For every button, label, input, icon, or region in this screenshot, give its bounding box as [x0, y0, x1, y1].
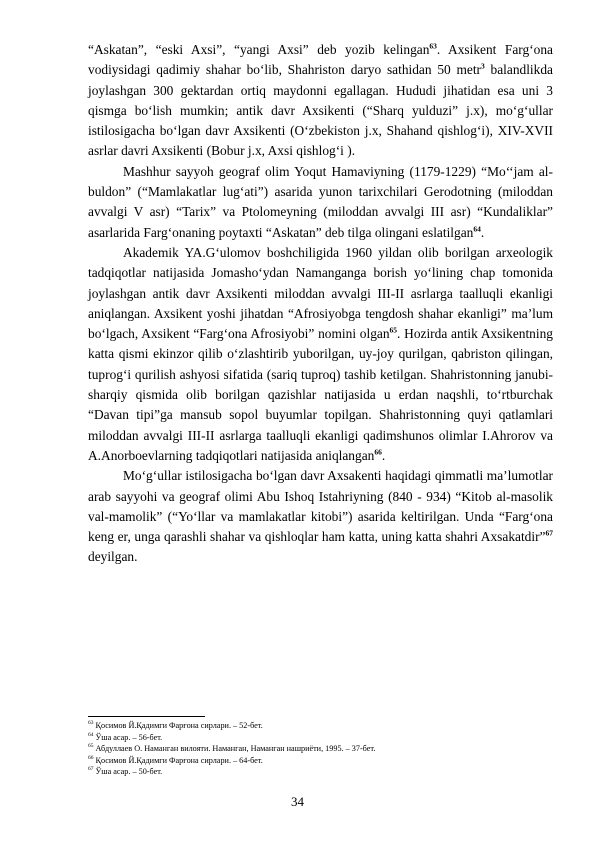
footnote-text: Қосимов Й.Қадимги Фарғона сирлари. – 64-бет. [95, 755, 263, 765]
paragraph [88, 40, 553, 162]
footnote [88, 743, 553, 755]
footnote-reference: 63 [429, 41, 437, 51]
paragraph-text: balandlikda joylashgan 300 gektardan ortiq maydonni egallagan. Hududi jihatidan esa uni 3 qismga bo‘lish mumkin; antik davr Axsikenti (“Sharq yulduzi” j.x), mo‘g‘ullar istilosigacha bo‘lgan davr Axsikenti (O‘zbekiston j.x, Shahand qishlog‘i), XIV-XVII asrlar davri Axsikenti (Bobur j.x, Axsi qishlog‘i ). [88, 62, 553, 159]
paragraph [88, 162, 553, 243]
footnote-text: Ўша асар. – 56-бет. [95, 732, 163, 742]
paragraph [88, 466, 553, 567]
footnote-reference: 3 [481, 61, 485, 71]
paragraph-text: . Axsikent Farg‘ona vodiysidagi qadimiy shahar bo‘lib, Shahriston daryo sathidan 50 metr [88, 42, 553, 78]
footnote-reference: 65 [389, 325, 398, 335]
footnote-text: Қосимов Й.Қадимги Фарғона сирлари. – 52-бет. [95, 721, 263, 730]
footnote [88, 720, 553, 732]
footnote-reference: 67 [545, 528, 553, 538]
footnote [88, 766, 553, 778]
paragraph-text: Akademik YA.G‘ulomov boshchiligida 1960 yildan olib borilgan arxeologik tadqiqotlar natijasida Jomasho‘ydan Namanganga borish yo‘lining chap tomonida joylashgan antik davr Axsikenti miloddan avvalgi III-II asrlarga taalluqli ekanligi aniqlangan. Axsikent yoshi jihatdan “Afrosiyobga tengdosh shahar ekanligi” ma’lum bo‘lgach, Axsikent “Farg‘ona Afrosiyobi” nomini olgan [88, 244, 553, 342]
footnote-separator [88, 716, 205, 717]
footnote [88, 755, 553, 767]
paragraph-text: deyilgan. [88, 549, 138, 565]
footnotes [88, 720, 553, 778]
footnote-text: Абдуллаев О. Наманган вилояти. Наманган, Наманган нашриёти, 1995. – 37-бет. [95, 744, 376, 753]
footnote-number: 66 [88, 754, 94, 761]
footnote-text: Ўша асар. – 50-бет. [95, 767, 163, 776]
paragraph-text: Mo‘g‘ullar istilosigacha bo‘lgan davr Axsakenti haqidagi qimmatli ma’lumotlar arab sayyohi va geograf olimi Abu Ishoq Istahriyning (840 - 934) “Kitob al-masolik val-mamolik” (“Yo‘llar va mamlakatlar kitobi”) asarida keltirilgan. Unda “Farg‘ona keng er, unga qarashli shahar va qishloqlar ham katta, uning katta shahri Axsakatdir” [88, 468, 553, 545]
paragraph-text: . [480, 224, 485, 240]
footnote-number: 65 [88, 743, 94, 750]
footnote [88, 732, 553, 744]
paragraph [88, 243, 553, 466]
footnote-reference: 64 [473, 224, 481, 234]
footnote-reference: 66 [374, 447, 382, 457]
paragraph-text: “Askatan”, “eski Axsi”, “yangi Axsi” deb yozib kelingan [88, 42, 430, 57]
footnote-number: 64 [88, 731, 94, 738]
paragraph-text: Mashhur sayyoh geograf olim Yoqut Hamaviyning (1179-1229) “Mo‘‘jam al-buldon” (“Mamlakatlar lug‘ati”) asarida yunon tarixchilari Gerodotning (miloddan avvalgi V asr) “Tarix” va Ptolomeyning (miloddan avvalgi III asr) “Kundaliklar” asarlarida Farg‘onaning poytaxti “Askatan” deb tilga olingani eslatilgan [88, 163, 553, 240]
body-text [88, 40, 553, 568]
paragraph-text: . [381, 447, 386, 463]
page-number: 34 [291, 794, 304, 809]
paragraph-text: . Hozirda antik Axsikentning katta qismi ekinzor qilib o‘zlashtirib yuborilgan, uy-joy qurilgan, qabriston qilingan, tuprog‘i qurilish ashyosi sifatida (sariq tuproq) tashib ketilgan. Shahristonning janubi-sharqiy qismida olib borilgan qazishlar natijasida u erdan naqshli, to‘rtburchak “Davan tipi”ga mansub sopol buyumlar topilgan. Shahristonning quyi qatlamlari miloddan avvalgi III-II asrlarga taalluqli ekanligi qadimshunos olimlar I.Ahrorov va A.Anorboevlarning tadqiqotlari natijasida aniqlangan [88, 326, 553, 463]
footnote-number: 63 [88, 720, 94, 727]
footnote-number: 67 [88, 766, 94, 773]
